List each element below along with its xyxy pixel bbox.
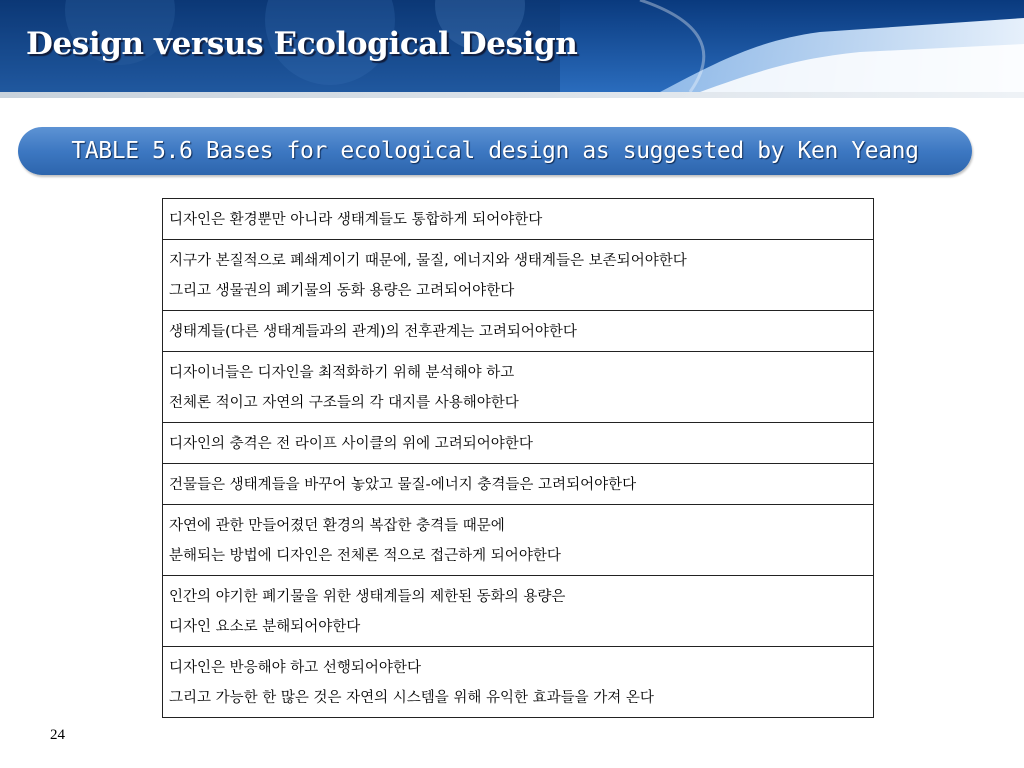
cell-text: 인간의 야기한 폐기물을 위한 생태계들의 제한된 동화의 용량은 <box>169 589 566 605</box>
cell-text: 그리고 가능한 한 많은 것은 자연의 시스템을 위해 유익한 효과들을 가져 온다 <box>169 690 654 706</box>
table-row <box>163 352 874 423</box>
cell-text: 디자인의 충격은 전 라이프 사이클의 위에 고려되어야한다 <box>169 436 533 452</box>
table-cell <box>163 647 874 718</box>
table-row <box>163 199 874 240</box>
bases-table <box>162 198 874 718</box>
table-row <box>163 505 874 576</box>
table-row <box>163 240 874 311</box>
table-cell <box>163 352 874 423</box>
table-row <box>163 464 874 505</box>
table-row <box>163 423 874 464</box>
cell-text: 분해되는 방법에 디자인은 전체론 적으로 접근하게 되어야한다 <box>169 548 561 564</box>
table-cell <box>163 240 874 311</box>
cell-text: 전체론 적이고 자연의 구조들의 각 대지를 사용해야한다 <box>169 395 519 411</box>
table-caption-bar <box>18 127 972 175</box>
cell-text: 건물들은 생태계들을 바꾸어 놓았고 물질-에너지 충격들은 고려되어야한다 <box>169 477 637 493</box>
table-cell <box>163 505 874 576</box>
cell-text: 지구가 본질적으로 폐쇄계이기 때문에, 물질, 에너지와 생태계들은 보존되어야한다 <box>169 253 687 269</box>
slide-header <box>0 0 1024 92</box>
page-number: 24 <box>50 727 65 743</box>
cell-text: 그리고 생물권의 폐기물의 동화 용량은 고려되어야한다 <box>169 283 515 299</box>
table-caption: TABLE 5.6 Bases for ecological design as suggested by Ken Yeang <box>71 138 919 164</box>
cell-text: 생태계들(다른 생태계들과의 관계)의 전후관계는 고려되어야한다 <box>169 324 577 340</box>
cell-text: 디자인은 환경뿐만 아니라 생태계들도 통합하게 되어야한다 <box>169 212 543 228</box>
ecological-design-table <box>162 198 874 718</box>
table-row <box>163 576 874 647</box>
table-cell <box>163 311 874 352</box>
cell-text: 디자인은 반응해야 하고 선행되어야한다 <box>169 660 421 676</box>
table-cell <box>163 576 874 647</box>
table-cell <box>163 464 874 505</box>
table-row <box>163 311 874 352</box>
table-cell <box>163 199 874 240</box>
slide-title: Design versus Ecological Design <box>26 26 578 62</box>
header-divider <box>0 92 1024 98</box>
cell-text: 디자인 요소로 분해되어야한다 <box>169 619 361 635</box>
cell-text: 자연에 관한 만들어졌던 환경의 복잡한 충격들 때문에 <box>169 518 505 534</box>
table-cell <box>163 423 874 464</box>
table-row <box>163 647 874 718</box>
cell-text: 디자이너들은 디자인을 최적화하기 위해 분석해야 하고 <box>169 365 515 381</box>
